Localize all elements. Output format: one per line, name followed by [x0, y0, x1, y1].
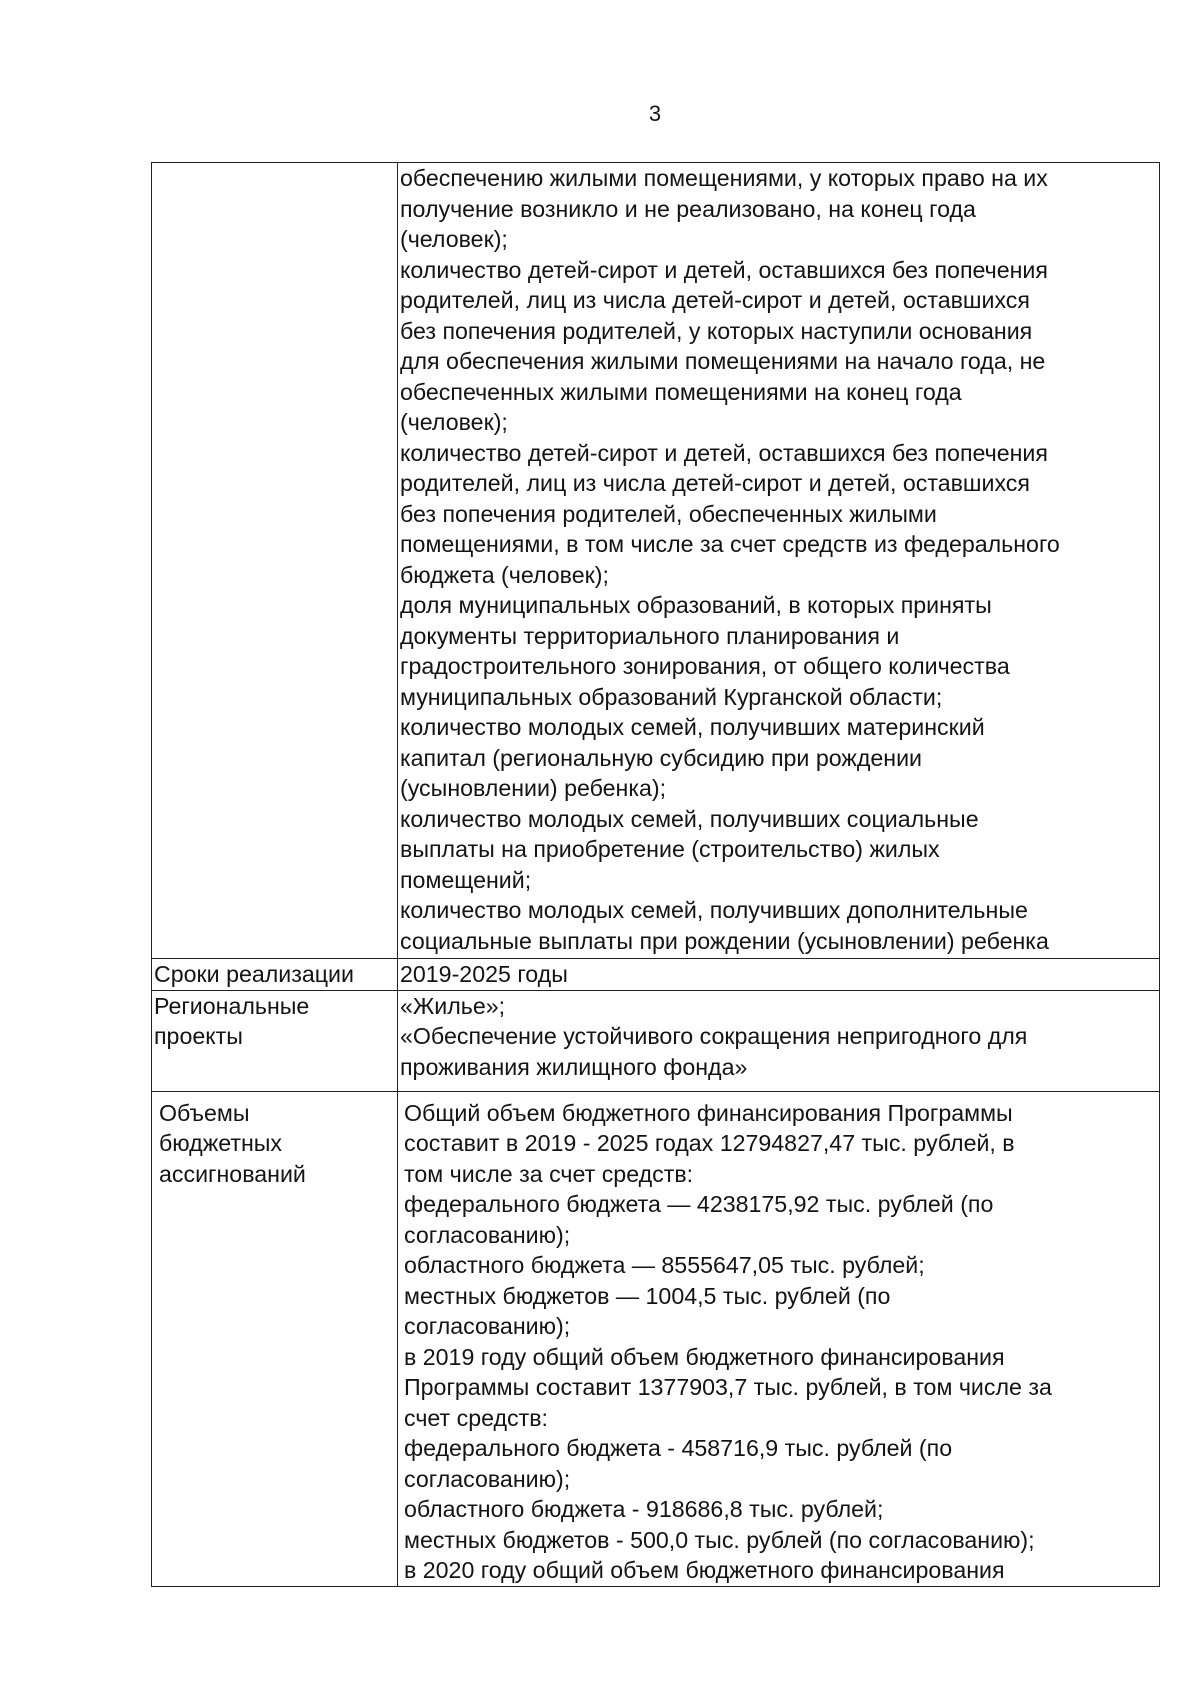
text-line: без попечения родителей, обеспеченных жилыми: [400, 500, 937, 527]
text-line: обеспечению жилыми помещениями, у которых право на их: [400, 165, 1048, 191]
indicators-cell: [398, 163, 1160, 959]
text-line: областного бюджета - 918686,8 тыс. рублей;: [404, 1496, 884, 1522]
text-line: согласованию);: [404, 1313, 571, 1339]
text-line: получение возникло и не реализовано, на конец года: [400, 195, 976, 222]
text-line: обеспеченных жилыми помещениями на конец года: [400, 378, 962, 405]
text-line: капитал (региональную субсидию при рождении: [400, 744, 923, 771]
text-line: выплаты на приобретение (строительство) жилых: [400, 836, 940, 862]
text-line: согласованию);: [404, 1221, 571, 1248]
row-label-budget: [152, 1091, 398, 1586]
table-row-regional-projects: [152, 990, 1160, 1091]
terms-cell: [398, 959, 1160, 991]
program-passport-table: [151, 162, 1160, 1587]
text-line: (усыновлении) ребенка);: [400, 775, 667, 801]
text-line: «Обеспечение устойчивого сокращения непригодного для: [400, 1023, 1028, 1049]
text-line: количество молодых семей, получивших материнский: [400, 714, 985, 740]
text-line: для обеспечения жилыми помещениями на начало года, не: [400, 348, 1046, 374]
row-label-text: ассигнований: [159, 1160, 306, 1187]
text-line: составит в 2019 - 2025 годах 12794827,47 тыс. рублей, в: [404, 1130, 1015, 1156]
table-row-budget: [152, 1091, 1160, 1586]
text-line: помещений;: [400, 866, 532, 893]
text-line: муниципальных образований Курганской области;: [400, 683, 943, 710]
text-line: родителей, лиц из числа детей-сирот и детей, оставшихся: [400, 287, 1030, 313]
row-label-projects: [152, 990, 398, 1091]
text-line: (человек);: [400, 226, 508, 252]
text-line: градостроительного зонирования, от общего количества: [400, 653, 1010, 679]
text-line: федерального бюджета — 4238175,92 тыс. рублей (по: [404, 1191, 994, 1217]
text-line: в 2020 году общий объем бюджетного финансирования: [404, 1557, 1005, 1583]
text-line: помещениями, в том числе за счет средств из федерального: [400, 531, 1060, 557]
text-line: «Жилье»;: [400, 992, 506, 1019]
text-line: местных бюджетов - 500,0 тыс. рублей (по согласованию);: [404, 1526, 1035, 1553]
text-line: Программы составит 1377903,7 тыс. рублей, в том числе за: [404, 1374, 1052, 1400]
table-row-terms: [152, 959, 1160, 991]
text-line: в 2019 году общий объем бюджетного финансирования: [404, 1343, 1005, 1370]
text-line: согласованию);: [404, 1465, 571, 1492]
text-line: проживания жилищного фонда»: [400, 1053, 748, 1080]
row-label-terms: [152, 959, 398, 991]
text-line: том числе за счет средств:: [404, 1160, 694, 1187]
text-line: количество детей-сирот и детей, оставшихся без попечения: [400, 256, 1048, 283]
text-line: 2019-2025 годы: [400, 961, 568, 987]
text-line: областного бюджета — 8555647,05 тыс. рублей;: [404, 1252, 925, 1278]
projects-cell: [398, 990, 1160, 1091]
text-line: без попечения родителей, у которых наступили основания: [400, 317, 1033, 344]
page-number: 3: [648, 101, 662, 126]
budget-cell: [398, 1091, 1160, 1586]
row-label-text: бюджетных: [159, 1130, 283, 1156]
text-line: счет средств:: [404, 1404, 548, 1431]
row-label-text: Объемы: [159, 1099, 250, 1126]
table-row-indicators: [152, 163, 1160, 959]
row-label-empty: [152, 163, 398, 959]
row-label-text: Региональные: [154, 992, 310, 1019]
text-line: доля муниципальных образований, в которых приняты: [400, 592, 992, 618]
text-line: родителей, лиц из числа детей-сирот и детей, оставшихся: [400, 470, 1030, 496]
text-line: (человек);: [400, 409, 508, 435]
text-line: местных бюджетов — 1004,5 тыс. рублей (по: [404, 1282, 891, 1309]
row-label-text: Сроки реализации: [154, 961, 354, 987]
text-line: федерального бюджета - 458716,9 тыс. рублей (по: [404, 1435, 953, 1461]
text-line: социальные выплаты при рождении (усыновлении) ребенка: [400, 927, 1049, 954]
text-line: количество детей-сирот и детей, оставшихся без попечения: [400, 439, 1048, 466]
text-line: Общий объем бюджетного финансирования Программы: [404, 1099, 1013, 1126]
text-line: документы территориального планирования и: [400, 622, 900, 649]
text-line: количество молодых семей, получивших социальные: [400, 805, 979, 832]
text-line: бюджета (человек);: [400, 561, 609, 588]
text-line: количество молодых семей, получивших дополнительные: [400, 897, 1028, 923]
row-label-text: проекты: [154, 1023, 243, 1049]
